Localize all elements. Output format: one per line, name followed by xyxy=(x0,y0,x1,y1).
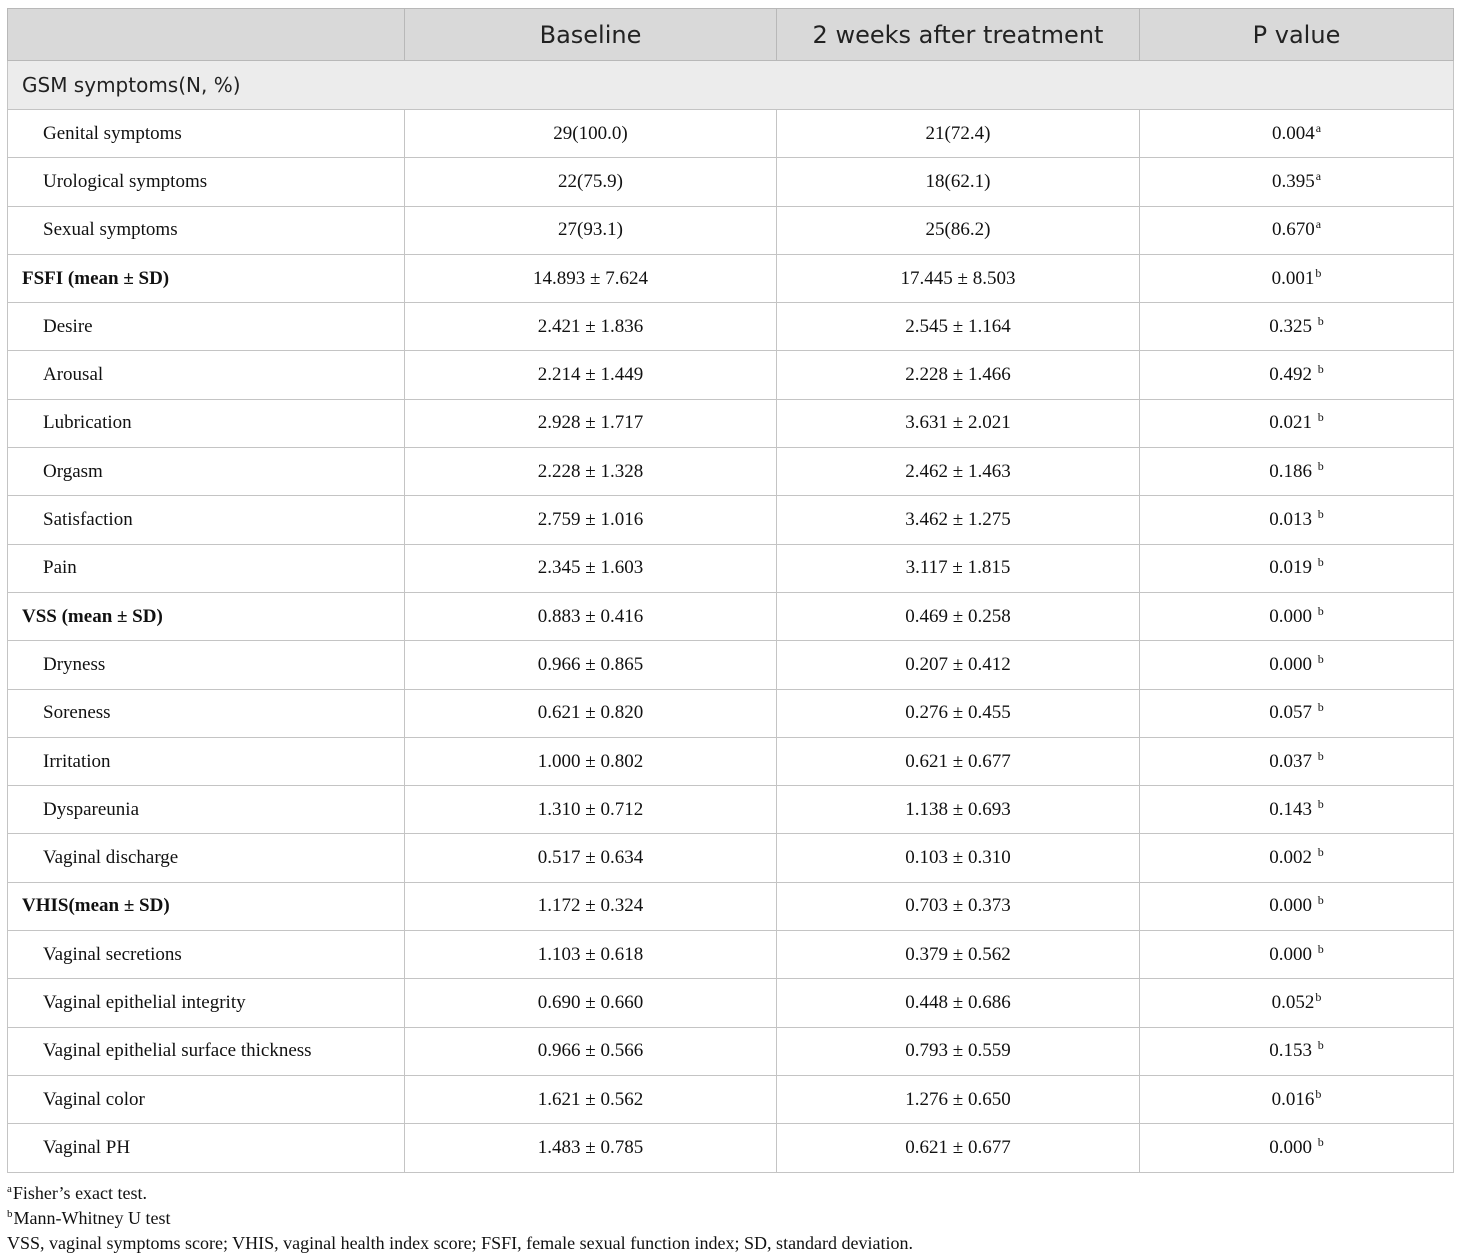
baseline-cell: 2.345 ± 1.603 xyxy=(405,544,777,592)
footnote-marker: b xyxy=(1317,603,1324,618)
baseline-cell: 2.928 ± 1.717 xyxy=(405,399,777,447)
table-row xyxy=(8,544,1454,592)
footnote-marker: b xyxy=(1317,845,1324,860)
footnote-text: VSS, vaginal symptoms score; VHIS, vaginal health index score; FSFI, female sexual function index; SD, standard deviation. xyxy=(7,1233,914,1253)
table-row xyxy=(8,737,1454,785)
table-row xyxy=(8,448,1454,496)
after-cell: 0.379 ± 0.562 xyxy=(777,931,1140,979)
footnote-b xyxy=(7,1206,913,1231)
header-baseline: Baseline xyxy=(405,9,777,61)
baseline-cell: 2.228 ± 1.328 xyxy=(405,448,777,496)
header-after-treatment: 2 weeks after treatment xyxy=(777,9,1140,61)
p-value: 0.004 xyxy=(1271,122,1315,144)
p-value: 0.016 xyxy=(1271,1088,1315,1110)
baseline-cell: 2.214 ± 1.449 xyxy=(405,351,777,399)
baseline-cell: 0.966 ± 0.865 xyxy=(405,641,777,689)
row-label: Pain xyxy=(8,544,405,592)
row-label: Vaginal discharge xyxy=(8,834,405,882)
after-cell: 0.703 ± 0.373 xyxy=(777,882,1140,930)
baseline-cell: 0.690 ± 0.660 xyxy=(405,979,777,1027)
after-cell: 3.631 ± 2.021 xyxy=(777,399,1140,447)
row-label: Vaginal PH xyxy=(8,1124,405,1172)
row-label: Soreness xyxy=(8,689,405,737)
p-value: 0.001 xyxy=(1271,267,1315,289)
table-row xyxy=(8,399,1454,447)
p-value-cell xyxy=(1140,1075,1454,1123)
table-row xyxy=(8,110,1454,158)
row-label: Desire xyxy=(8,303,405,351)
footnote-marker: a xyxy=(1315,217,1322,232)
results-table xyxy=(7,8,1454,1173)
p-value-cell xyxy=(1140,254,1454,302)
after-cell: 0.207 ± 0.412 xyxy=(777,641,1140,689)
footnote-marker: b xyxy=(1317,1134,1324,1149)
table-row xyxy=(8,1075,1454,1123)
results-table-container xyxy=(7,8,1453,1173)
footnote-marker: a xyxy=(1315,168,1322,183)
baseline-cell: 2.421 ± 1.836 xyxy=(405,303,777,351)
row-label: Dryness xyxy=(8,641,405,689)
baseline-cell: 0.517 ± 0.634 xyxy=(405,834,777,882)
baseline-cell: 1.172 ± 0.324 xyxy=(405,882,777,930)
footnote-marker: b xyxy=(1315,265,1322,280)
p-value: 0.000 xyxy=(1269,895,1317,917)
p-value-cell xyxy=(1140,834,1454,882)
footnote-marker: b xyxy=(1315,989,1322,1004)
footnote-marker: b xyxy=(1317,555,1324,570)
table-row xyxy=(8,979,1454,1027)
p-value-cell xyxy=(1140,496,1454,544)
table-row xyxy=(8,689,1454,737)
p-value: 0.052 xyxy=(1271,991,1315,1013)
p-value: 0.325 xyxy=(1269,315,1317,337)
section-row xyxy=(8,61,1454,110)
footnote-marker: a xyxy=(7,1183,12,1195)
row-label: Urological symptoms xyxy=(8,158,405,206)
p-value-cell xyxy=(1140,592,1454,640)
p-value-cell xyxy=(1140,979,1454,1027)
p-value: 0.153 xyxy=(1269,1040,1317,1062)
p-value-cell xyxy=(1140,786,1454,834)
group-row-vss xyxy=(8,592,1454,640)
p-value-cell xyxy=(1140,303,1454,351)
p-value: 0.492 xyxy=(1269,364,1317,386)
baseline-cell: 27(93.1) xyxy=(405,206,777,254)
row-label: Genital symptoms xyxy=(8,110,405,158)
after-cell: 3.117 ± 1.815 xyxy=(777,544,1140,592)
group-label: VHIS(mean ± SD) xyxy=(8,882,405,930)
table-row xyxy=(8,834,1454,882)
row-label: Vaginal secretions xyxy=(8,931,405,979)
p-value: 0.000 xyxy=(1269,653,1317,675)
after-cell: 3.462 ± 1.275 xyxy=(777,496,1140,544)
footnote-marker: b xyxy=(1317,893,1324,908)
p-value-cell xyxy=(1140,206,1454,254)
row-label: Orgasm xyxy=(8,448,405,496)
footnote-marker: b xyxy=(1317,362,1324,377)
table-row xyxy=(8,931,1454,979)
group-label: FSFI (mean ± SD) xyxy=(8,254,405,302)
group-row-fsfi xyxy=(8,254,1454,302)
p-value: 0.000 xyxy=(1269,605,1317,627)
footnote-marker: b xyxy=(1317,458,1324,473)
table-row xyxy=(8,351,1454,399)
after-cell: 0.448 ± 0.686 xyxy=(777,979,1140,1027)
footnote-marker: b xyxy=(1317,700,1324,715)
after-cell: 0.276 ± 0.455 xyxy=(777,689,1140,737)
header-p-value: P value xyxy=(1140,9,1454,61)
row-label: Vaginal epithelial integrity xyxy=(8,979,405,1027)
p-value-cell xyxy=(1140,931,1454,979)
footnote-marker: b xyxy=(1317,748,1324,763)
row-label: Satisfaction xyxy=(8,496,405,544)
footnotes xyxy=(7,1181,913,1256)
row-label: Dyspareunia xyxy=(8,786,405,834)
footnote-marker: b xyxy=(7,1208,13,1220)
footnote-marker: b xyxy=(1317,313,1324,328)
baseline-cell: 1.310 ± 0.712 xyxy=(405,786,777,834)
row-label: Vaginal epithelial surface thickness xyxy=(8,1027,405,1075)
p-value-cell xyxy=(1140,110,1454,158)
table-row xyxy=(8,641,1454,689)
header-row xyxy=(8,9,1454,61)
p-value: 0.021 xyxy=(1269,412,1317,434)
p-value: 0.037 xyxy=(1269,750,1317,772)
p-value-cell xyxy=(1140,351,1454,399)
baseline-cell: 0.621 ± 0.820 xyxy=(405,689,777,737)
p-value-cell xyxy=(1140,689,1454,737)
after-cell: 17.445 ± 8.503 xyxy=(777,254,1140,302)
p-value: 0.395 xyxy=(1271,170,1315,192)
header-variable xyxy=(8,9,405,61)
p-value: 0.019 xyxy=(1269,557,1317,579)
p-value-cell xyxy=(1140,544,1454,592)
row-label: Arousal xyxy=(8,351,405,399)
baseline-cell: 1.000 ± 0.802 xyxy=(405,737,777,785)
after-cell: 2.462 ± 1.463 xyxy=(777,448,1140,496)
after-cell: 1.138 ± 0.693 xyxy=(777,786,1140,834)
group-row-vhis xyxy=(8,882,1454,930)
p-value: 0.000 xyxy=(1269,1136,1317,1158)
p-value-cell xyxy=(1140,737,1454,785)
p-value-cell xyxy=(1140,1124,1454,1172)
table-row xyxy=(8,158,1454,206)
p-value-cell xyxy=(1140,448,1454,496)
table-row xyxy=(8,1124,1454,1172)
baseline-cell: 1.103 ± 0.618 xyxy=(405,931,777,979)
baseline-cell: 0.966 ± 0.566 xyxy=(405,1027,777,1075)
baseline-cell: 2.759 ± 1.016 xyxy=(405,496,777,544)
table-row xyxy=(8,303,1454,351)
after-cell: 0.621 ± 0.677 xyxy=(777,737,1140,785)
p-value: 0.000 xyxy=(1269,943,1317,965)
p-value: 0.143 xyxy=(1269,798,1317,820)
footnote-marker: b xyxy=(1317,941,1324,956)
after-cell: 1.276 ± 0.650 xyxy=(777,1075,1140,1123)
p-value: 0.013 xyxy=(1269,509,1317,531)
row-label: Sexual symptoms xyxy=(8,206,405,254)
footnote-marker: b xyxy=(1317,651,1324,666)
p-value-cell xyxy=(1140,399,1454,447)
baseline-cell: 1.621 ± 0.562 xyxy=(405,1075,777,1123)
row-label: Vaginal color xyxy=(8,1075,405,1123)
p-value: 0.002 xyxy=(1269,847,1317,869)
table-row xyxy=(8,496,1454,544)
footnote-text: Fisher’s exact test. xyxy=(12,1183,148,1203)
footnote-marker: b xyxy=(1315,1086,1322,1101)
after-cell: 0.469 ± 0.258 xyxy=(777,592,1140,640)
p-value-cell xyxy=(1140,1027,1454,1075)
after-cell: 21(72.4) xyxy=(777,110,1140,158)
p-value: 0.670 xyxy=(1271,219,1315,241)
p-value: 0.057 xyxy=(1269,702,1317,724)
after-cell: 18(62.1) xyxy=(777,158,1140,206)
section-title: GSM symptoms(N, %) xyxy=(8,61,1454,110)
footnote-marker: b xyxy=(1317,796,1324,811)
after-cell: 0.793 ± 0.559 xyxy=(777,1027,1140,1075)
footnote-text: Mann-Whitney U test xyxy=(13,1208,171,1228)
after-cell: 0.621 ± 0.677 xyxy=(777,1124,1140,1172)
after-cell: 25(86.2) xyxy=(777,206,1140,254)
row-label: Lubrication xyxy=(8,399,405,447)
p-value-cell xyxy=(1140,158,1454,206)
p-value-cell xyxy=(1140,882,1454,930)
footnote-marker: a xyxy=(1315,120,1322,135)
row-label: Irritation xyxy=(8,737,405,785)
baseline-cell: 0.883 ± 0.416 xyxy=(405,592,777,640)
footnote-abbreviations xyxy=(7,1231,913,1256)
footnote-a xyxy=(7,1181,913,1206)
baseline-cell: 14.893 ± 7.624 xyxy=(405,254,777,302)
footnote-marker: b xyxy=(1317,410,1324,425)
table-row xyxy=(8,206,1454,254)
group-label: VSS (mean ± SD) xyxy=(8,592,405,640)
baseline-cell: 1.483 ± 0.785 xyxy=(405,1124,777,1172)
table-row xyxy=(8,1027,1454,1075)
p-value: 0.186 xyxy=(1269,460,1317,482)
table-row xyxy=(8,786,1454,834)
p-value-cell xyxy=(1140,641,1454,689)
baseline-cell: 22(75.9) xyxy=(405,158,777,206)
footnote-marker: b xyxy=(1317,507,1324,522)
footnote-marker: b xyxy=(1317,1038,1324,1053)
after-cell: 2.228 ± 1.466 xyxy=(777,351,1140,399)
after-cell: 0.103 ± 0.310 xyxy=(777,834,1140,882)
baseline-cell: 29(100.0) xyxy=(405,110,777,158)
after-cell: 2.545 ± 1.164 xyxy=(777,303,1140,351)
